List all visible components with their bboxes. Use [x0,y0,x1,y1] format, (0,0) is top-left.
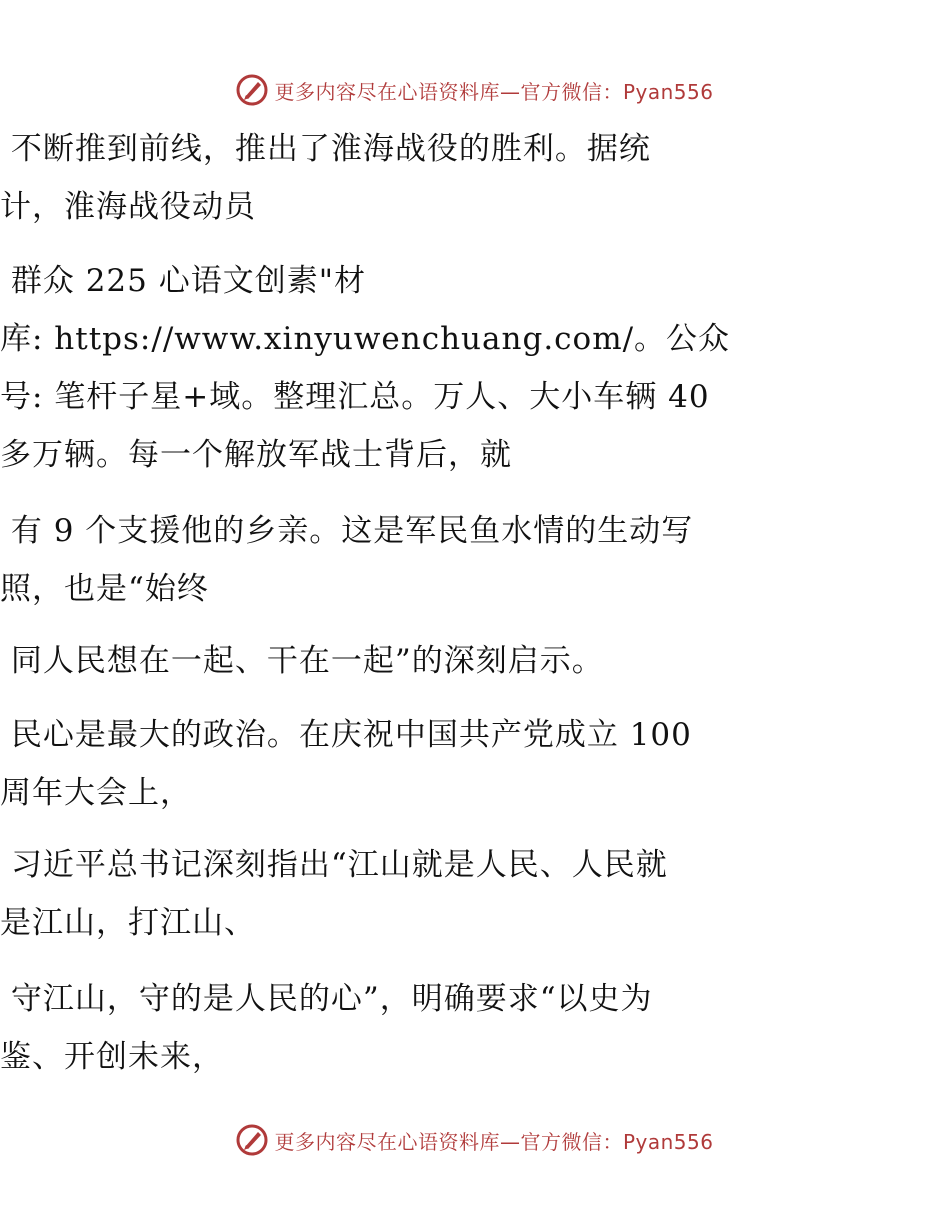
text-line: 计，淮海战役动员 [0,189,256,225]
page-header-watermark [0,74,950,106]
footer-watermark-text: 更多内容尽在心语资料库—官方微信：Pyan556 [274,1129,714,1154]
text-line: 同人民想在一起、干在一起”的深刻启示。 [0,643,604,679]
text-line: 守江山，守的是人民的心”，明确要求“以史为 [0,981,653,1017]
pen-circle-logo-icon [236,1124,268,1156]
text-line: 库: https://www.xinyuwenchuang.com/。公众 [0,321,731,357]
paragraph-4 [0,632,950,690]
paragraph-6 [0,836,950,952]
text-line: 周年大会上， [0,775,192,811]
text-line: 有 9 个支援他的乡亲。这是军民鱼水情的生动写 [0,513,694,549]
text-line: 习近平总书记深刻指出“江山就是人民、人民就 [0,847,668,883]
paragraph-3 [0,502,950,618]
text-line: 号: 笔杆子星+域。整理汇总。万人、大小车辆 40 [0,379,710,415]
text-line: 鉴、开创未来， [0,1039,224,1075]
paragraph-1 [0,120,950,236]
text-line: 是江山，打江山、 [0,905,256,941]
text-line: 照，也是“始终 [0,571,209,607]
text-line: 群众 225 心语文创素"材 [0,263,366,299]
header-watermark-text: 更多内容尽在心语资料库—官方微信：Pyan556 [274,79,714,104]
text-line: 不断推到前线，推出了淮海战役的胜利。据统 [0,131,651,167]
paragraph-5 [0,706,950,822]
text-line: 多万辆。每一个解放军战士背后，就 [0,437,512,473]
paragraph-7 [0,970,950,1086]
paragraph-2 [0,252,950,484]
pen-circle-logo-icon [236,74,268,106]
text-line: 民心是最大的政治。在庆祝中国共产党成立 100 [0,717,692,753]
page-footer-watermark [0,1124,950,1156]
